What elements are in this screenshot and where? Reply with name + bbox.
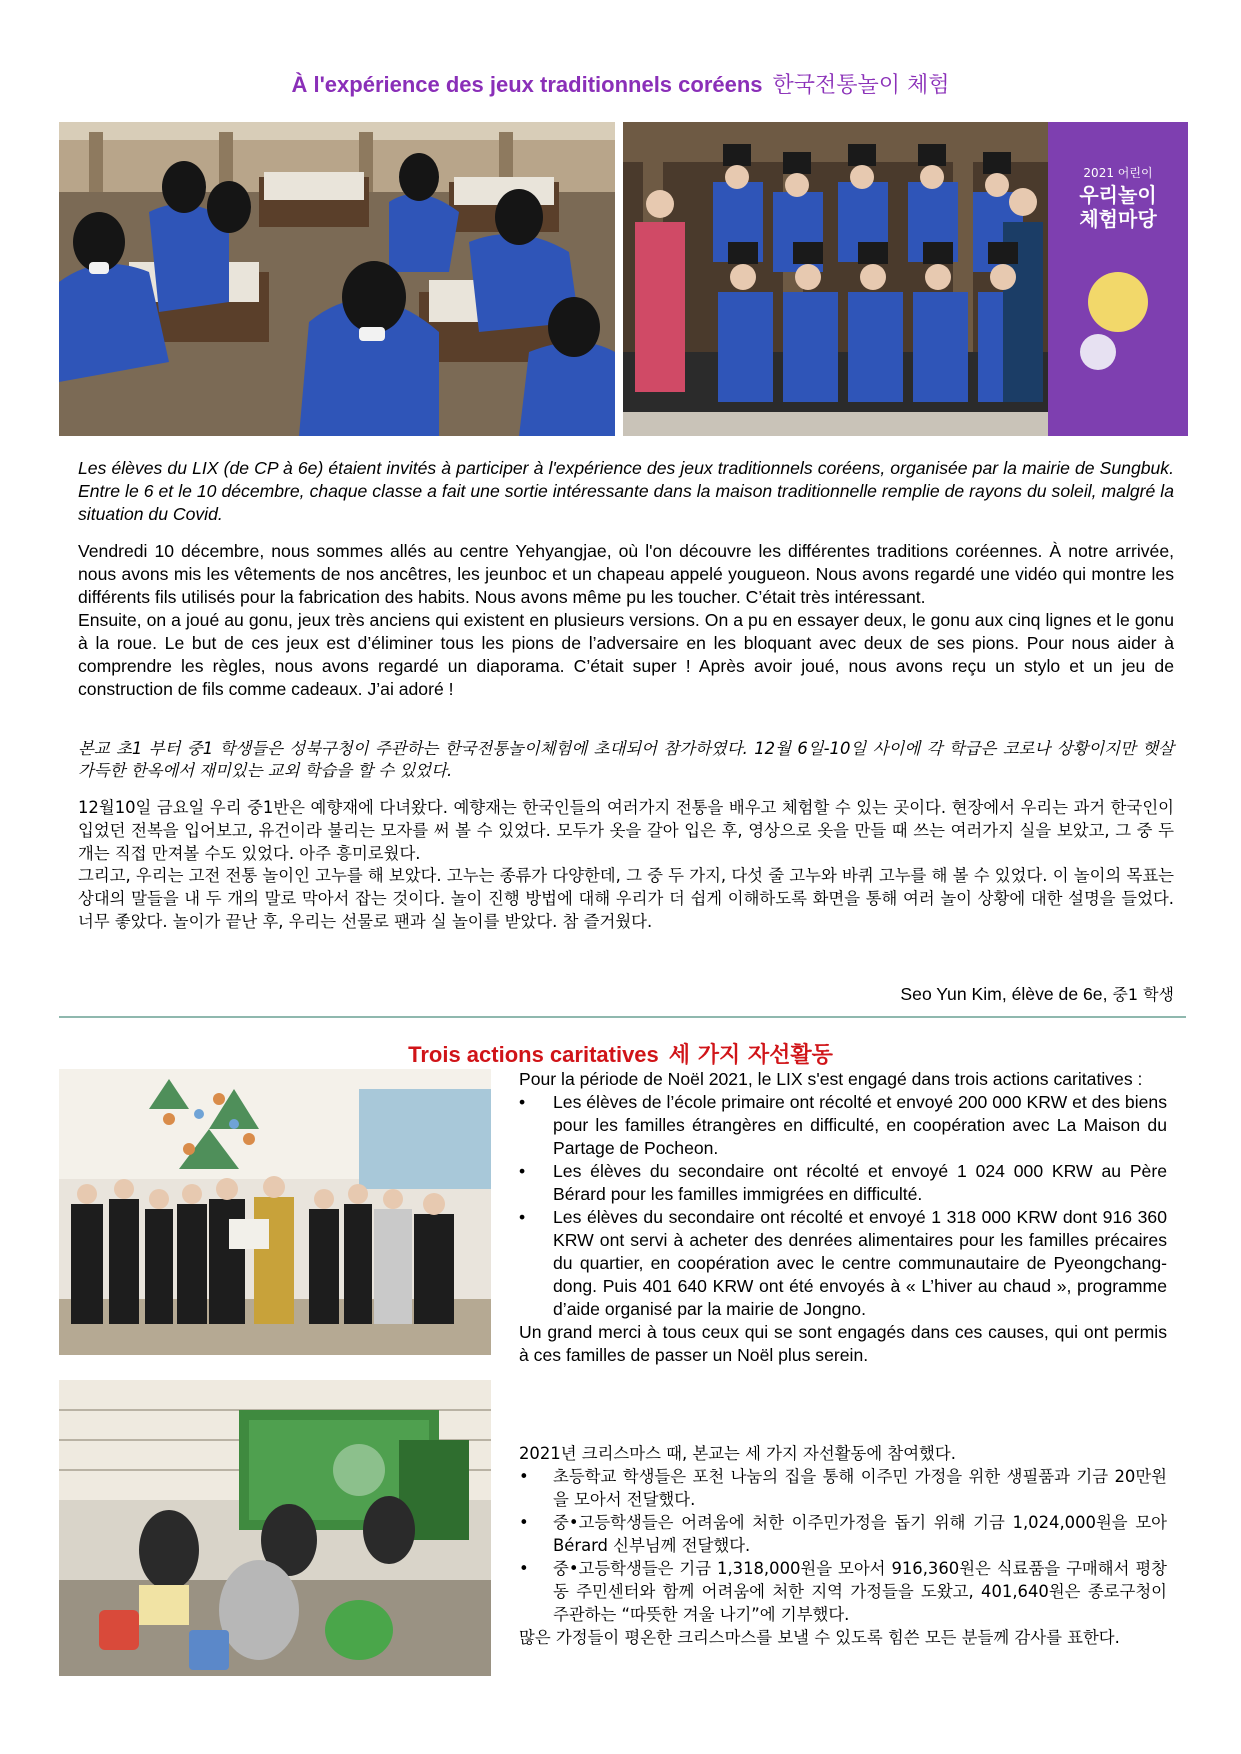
section2-outro-ko: 많은 가정들이 평온한 크리스마스를 보낼 수 있도록 힘쓴 모든 분들께 감사를 표한다. (519, 1628, 1120, 1647)
signature (900, 982, 1174, 1005)
section1-intro-fr: Les élèves du LIX (de CP à 6e) étaient invités à participer à l'expérience des jeux traditionnels coréens, organisée par la mairie de Sungbuk. Entre le 6 et le 10 décembre, chaque classe a fait une sortie intéressante dans la maison traditionnelle remplie de rayons du soleil, malgré la situation du Covid. (78, 458, 1174, 524)
banner-text-3: 체험마당 (1079, 207, 1157, 231)
section1-title-fr: À l'expérience des jeux traditionnels coréens (291, 72, 763, 97)
section2-outro-fr: Un grand merci à tous ceux qui se sont engagés dans ces causes, qui ont permis à ces familles de passer un Noël plus serein. (519, 1322, 1167, 1365)
banner-text-1: 2021 어린이 (1083, 166, 1153, 180)
section1-body-fr-2: Ensuite, on a joué au gonu, jeux très anciens qui existent en plusieurs versions. On a pu en essayer deux, le gonu aux cinq lignes et le gonu à la roue. Le but de ces jeux est d’éliminer tous les pions de l’adversaire en les bloquant avec deux de ses pions. Pour nous aider à comprendre les règles, nous avons regardé un diaporama. C’était super ! Après avoir joué, nous avons reçu un stylo et un jeu de construction de fils comme cadeaux. J’ai adoré ! (78, 610, 1174, 699)
list-item: • 중•고등학생들은 어려움에 처한 이주민가정을 돕기 위해 기금 1,024,000원을 모아 Bérard 신부님께 전달했다. (519, 1511, 1167, 1557)
section2-intro-fr: Pour la période de Noël 2021, le LIX s'est engagé dans trois actions caritatives : (519, 1069, 1143, 1089)
list-item: • Les élèves du secondaire ont récolté et envoyé 1 024 000 KRW au Père Bérard pour les familles immigrées en difficulté. (519, 1160, 1167, 1206)
photo-group-portrait (623, 122, 1188, 436)
section2-title-fr: Trois actions caritatives (408, 1042, 659, 1067)
section2-bullets-fr (519, 1091, 1167, 1321)
signature-fr: Seo Yun Kim, élève de 6e, (900, 984, 1108, 1004)
section1-body-ko-2: 그리고, 우리는 고전 전통 놀이인 고누를 해 보았다. 고누는 종류가 다양한데, 그 중 두 가지, 다섯 줄 고누와 바퀴 고누를 해 볼 수 있었다. 이 놀이의 목표는 상대의 말들을 내 두 개의 말로 막아서 잡는 것이다. 놀이 진행 방법에 대해 우리가 더 쉽게 이해하도록 화면을 통해 여러 놀이 상황에 대한 설명을 들었다. 너무 좋았다. 놀이가 끝난 후, 우리는 선물로 팬과 실 놀이를 받았다. 참 즐거웠다. (78, 866, 1174, 931)
section-divider (59, 1016, 1186, 1018)
section1-body-ko (78, 797, 1174, 934)
section1-title-ko: 한국전통놀이 체험 (772, 73, 950, 98)
list-item: • Les élèves du secondaire ont récolté et envoyé 1 318 000 KRW dont 916 360 KRW ont servi à acheter des denrées alimentaires pour les familles précaires du quartier, en coopération avec le centre communautaire de Pyeongchang-dong. Puis 401 640 KRW ont été envoyés à « L’hiver au chaud », programme d’aide organisé par la mairie de Jongno. (519, 1206, 1167, 1321)
section1-body-fr (78, 540, 1174, 701)
section2-title-ko: 세 가지 자선활동 (668, 1043, 833, 1068)
section2-fr (519, 1068, 1167, 1367)
section1-body-ko-1: 12월10일 금요일 우리 중1반은 예향재에 다녀왔다. 예향재는 한국인들의 여러가지 전통을 배우고 체험할 수 있는 곳이다. 현장에서 우리는 과거 한국인이 입었던 전복을 입어보고, 유건이라 불리는 모자를 써 볼 수 있었다. 모두가 옷을 갈아 입은 후, 영상으로 옷을 만들 때 쓰는 여러가지 실을 보았고, 그 중 두 개는 직접 만져볼 수도 있었다. 아주 흥미로웠다. (78, 798, 1174, 863)
photo-loading-donations (59, 1380, 491, 1676)
section1-intro-ko: 본교 초1 부터 중1 학생들은 성북구청이 주관하는 한국전통놀이체험에 초대되어 참가하였다. 12월 6일-10일 사이에 각 학급은 코로나 상황이지만 햇살 가득한 한옥에서 재미있는 교외 학습을 할 수 있었다. (78, 739, 1174, 780)
list-item: • 초등학교 학생들은 포천 나눔의 집을 통해 이주민 가정을 위한 생필품과 기금 20만원을 모아서 전달했다. (519, 1465, 1167, 1511)
section2-ko (519, 1442, 1167, 1649)
section1-body-fr-1: Vendredi 10 décembre, nous sommes allés au centre Yehyangjae, où l'on découvre les différentes traditions coréennes. À notre arrivée, nous avons mis les vêtements de nos ancêtres, les jeunboc et un chapeau appelé yougueon. Nous avons regardé une vidéo qui montre les différents fils utilisés pour la fabrication des habits. Nous avons même pu les toucher. C’était très intéressant. (78, 541, 1174, 607)
section2-bullets-ko (519, 1465, 1167, 1626)
list-item: • 중•고등학생들은 기금 1,318,000원을 모아서 916,360원은 식료품을 구매해서 평창동 주민센터와 함께 어려움에 처한 지역 가정들을 도왔고, 401,640원은 종로구청이 주관하는 “따뜻한 겨울 나기”에 기부했다. (519, 1557, 1167, 1626)
section1-title (0, 68, 1241, 99)
section2-title (0, 1038, 1241, 1069)
banner-text-2: 우리놀이 (1079, 183, 1157, 207)
list-item: • Les élèves de l’école primaire ont récolté et envoyé 200 000 KRW et des biens pour les familles étrangères en difficulté, en coopération avec La Maison du Partage de Pocheon. (519, 1091, 1167, 1160)
signature-ko: 중1 학생 (1112, 985, 1174, 1004)
photo-students-playing-games (59, 122, 615, 436)
section2-intro-ko: 2021년 크리스마스 때, 본교는 세 가지 자선활동에 참여했다. (519, 1444, 956, 1463)
photo-donation-ceremony (59, 1069, 491, 1355)
